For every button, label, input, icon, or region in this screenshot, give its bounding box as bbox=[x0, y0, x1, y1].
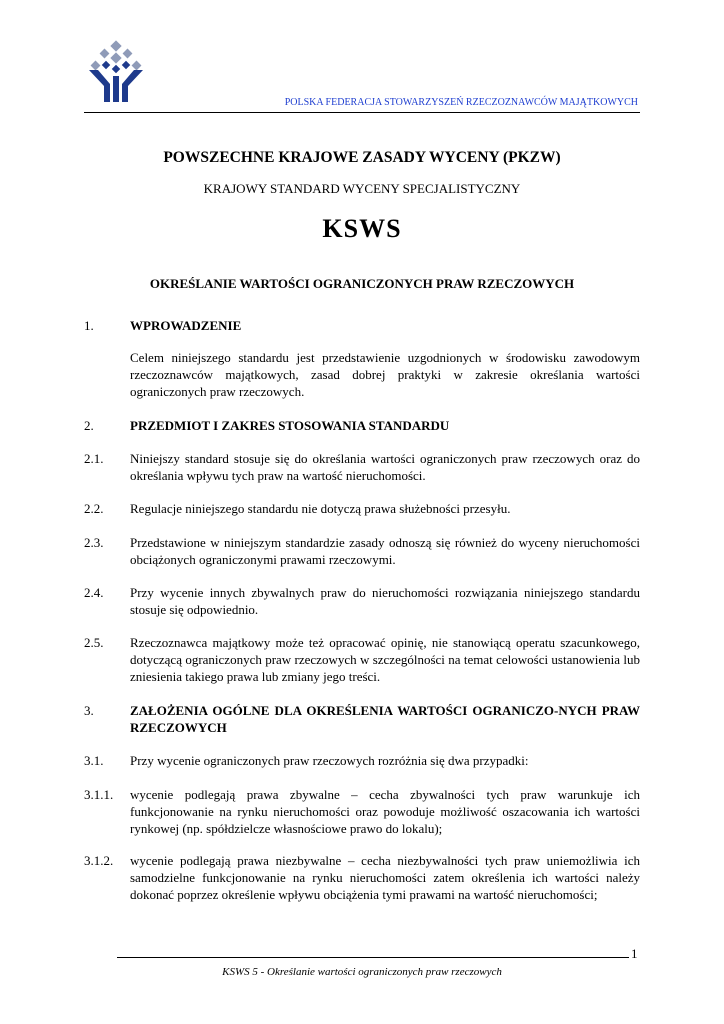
page-number: 1 bbox=[631, 946, 638, 961]
section-number: 1. bbox=[84, 318, 94, 333]
list-item bbox=[84, 584, 640, 618]
item-number: 2.3. bbox=[84, 535, 104, 550]
section-title: ZAŁOŻENIA OGÓLNE DLA OKREŚLENIA WARTOŚCI OGRANICZO-NYCH PRAW RZECZOWYCH bbox=[130, 703, 640, 735]
document-subtitle: KRAJOWY STANDARD WYCENY SPECJALISTYCZNY bbox=[203, 181, 521, 196]
list-item bbox=[84, 634, 640, 685]
list-item bbox=[84, 852, 640, 903]
section-1-text: Celem niniejszego standardu jest przedstawienie uzgodnionych w środowisku zawodowym rzeczoznawców majątkowych, zasad dobrej praktyki w zakresie określania wartości ograniczonych praw rzeczowych. bbox=[130, 350, 640, 399]
section-title: WPROWADZENIE bbox=[130, 318, 242, 333]
header-divider bbox=[84, 112, 640, 113]
pfsrm-logo-icon bbox=[84, 40, 150, 106]
item-number: 3.1.1. bbox=[84, 787, 114, 802]
list-item bbox=[84, 786, 640, 837]
item-text: wycenie podlegają prawa niezbywalne – cecha niezbywalności tych praw uniemożliwia ich samodzielne funkcjonowanie na rynku nieruchomości zatem określenia ich wartości należy dokonać poprzez określenie wpływu obciążenia tymi prawami na wartość nieruchomości; bbox=[130, 853, 640, 902]
footer-text: KSWS 5 - Określanie wartości ograniczonych praw rzeczowych bbox=[222, 966, 502, 978]
item-number: 2.1. bbox=[84, 451, 104, 466]
section-number: 3. bbox=[84, 703, 94, 718]
list-item bbox=[84, 752, 640, 769]
section-title: PRZEDMIOT I ZAKRES STOSOWANIA STANDARDU bbox=[130, 418, 450, 433]
section-number: 2. bbox=[84, 418, 94, 433]
section-2-heading bbox=[84, 417, 640, 434]
list-item bbox=[84, 534, 640, 568]
item-number: 3.1.2. bbox=[84, 853, 114, 868]
item-number: 3.1. bbox=[84, 753, 104, 768]
item-text: Przy wycenie innych zbywalnych praw do nieruchomości rozwiązania niniejszego standardu stosuje się odpowiednio. bbox=[130, 585, 640, 617]
footer-divider bbox=[117, 957, 629, 958]
list-item bbox=[84, 500, 640, 517]
item-text: Regulacje niniejszego standardu nie dotyczą prawa służebności przesyłu. bbox=[130, 501, 511, 516]
item-number: 2.5. bbox=[84, 635, 104, 650]
organization-name: POLSKA FEDERACJA STOWARZYSZEŃ RZECZOZNAWCÓW MAJĄTKOWYCH bbox=[284, 97, 638, 108]
section-1-heading bbox=[84, 317, 640, 334]
item-number: 2.2. bbox=[84, 501, 104, 516]
section-3-heading bbox=[84, 702, 640, 736]
standard-name: OKREŚLANIE WARTOŚCI OGRANICZONYCH PRAW RZECZOWYCH bbox=[149, 276, 575, 291]
standard-code: KSWS bbox=[322, 214, 402, 243]
item-text: Rzeczoznawca majątkowy może też opracować opinię, nie stanowiącą operatu szacunkowego, dotyczącą ograniczonych praw rzeczowych w szczególności na temat celowości ustanowienia lub zniesienia takiego prawa lub zmiany jego treści. bbox=[130, 635, 640, 684]
item-text: Przedstawione w niniejszym standardzie zasady odnoszą się również do wyceny nieruchomości obciążonych ograniczonymi prawami rzeczowymi. bbox=[130, 535, 640, 567]
list-item bbox=[84, 450, 640, 484]
item-text: Niniejszy standard stosuje się do określania wartości ograniczonych praw rzeczowych oraz do określania wpływu tych praw na wartość nieruchomości. bbox=[130, 451, 640, 483]
document-title: POWSZECHNE KRAJOWE ZASADY WYCENY (PKZW) bbox=[163, 149, 561, 166]
item-text: wycenie podlegają prawa zbywalne – cecha zbywalności tych praw warunkuje ich funkcjonowanie na rynku nieruchomości oraz powoduje możliwość oszacowania ich wartości rynkowej (np. spółdzielcze własnościowe prawo do lokalu); bbox=[130, 787, 640, 836]
item-number: 2.4. bbox=[84, 585, 104, 600]
item-text: Przy wycenie ograniczonych praw rzeczowych rozróżnia się dwa przypadki: bbox=[130, 753, 529, 768]
